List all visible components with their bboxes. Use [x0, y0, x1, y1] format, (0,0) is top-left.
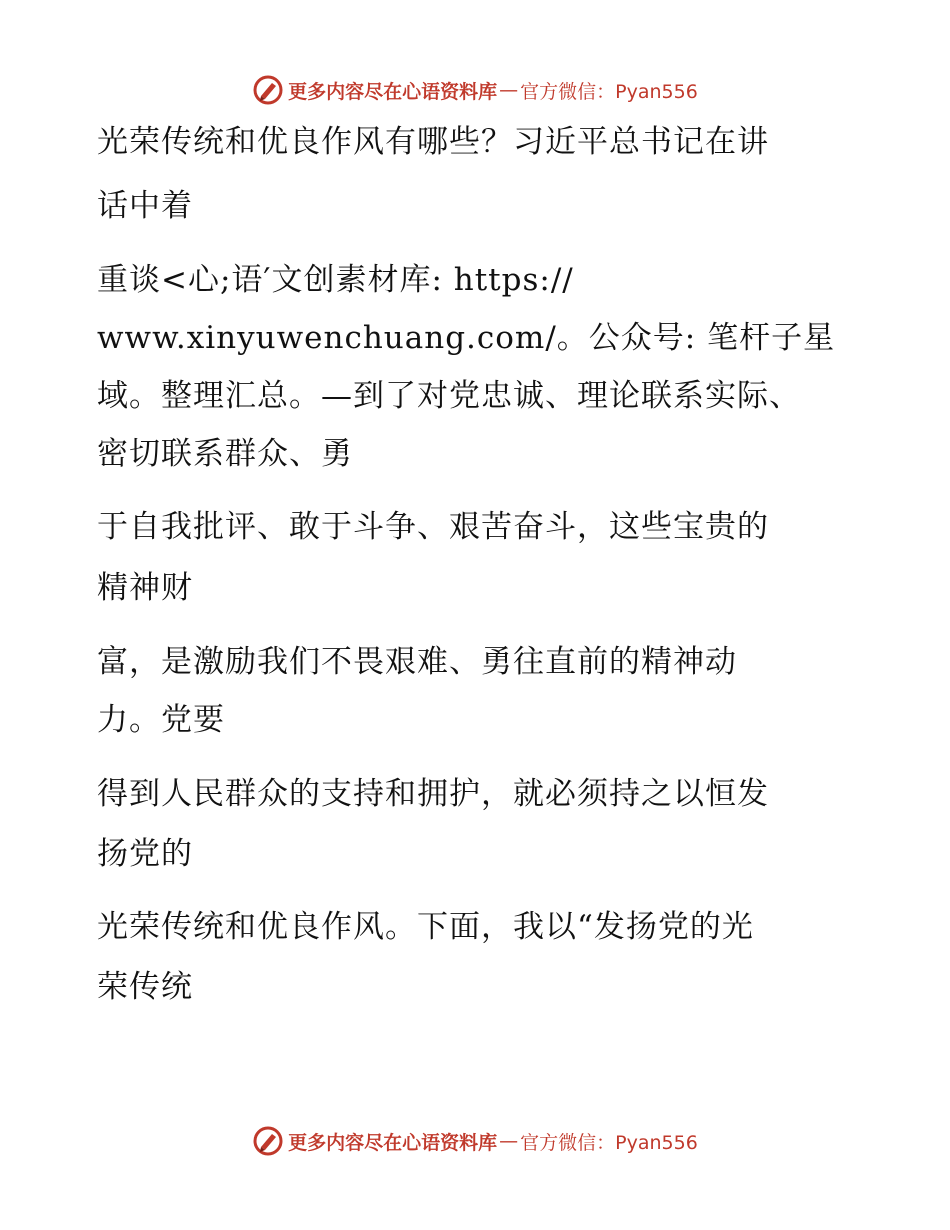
separator-dash: —	[499, 79, 519, 101]
separator-dash: —	[499, 1130, 519, 1152]
body-line: 密切联系群众、勇	[97, 436, 353, 472]
body-line: 话中着	[97, 188, 193, 224]
body-line: www.xinyuwenchuang.com/。公众号: 笔杆子星	[97, 320, 836, 356]
body-line: 力。党要	[97, 702, 225, 738]
wechat-label: 官方微信：Pyan556	[520, 80, 698, 103]
body-line: 重谈<心;语′文创素材库: https://	[97, 262, 574, 298]
pen-logo-icon	[252, 1125, 284, 1157]
site-label: 更多内容尽在心语资料库	[288, 80, 498, 103]
header-banner	[0, 70, 950, 110]
footer-banner	[0, 1121, 950, 1161]
site-label: 更多内容尽在心语资料库	[288, 1131, 498, 1154]
body-line: 于自我批评、敢于斗争、艰苦奋斗，这些宝贵的	[97, 509, 769, 545]
body-line: 光荣传统和优良作风有哪些？习近平总书记在讲	[97, 124, 769, 160]
body-line: 得到人民群众的支持和拥护，就必须持之以恒发	[97, 776, 769, 812]
body-line: 富，是激励我们不畏艰难、勇往直前的精神动	[97, 644, 737, 680]
body-line: 扬党的	[97, 836, 193, 872]
wechat-label: 官方微信：Pyan556	[520, 1131, 698, 1154]
body-line: 荣传统	[97, 969, 193, 1005]
body-line: 光荣传统和优良作风。下面，我以“发扬党的光	[97, 909, 754, 945]
body-line: 精神财	[97, 570, 193, 606]
body-line: 域。整理汇总。—到了对党忠诚、理论联系实际、	[97, 378, 801, 414]
pen-logo-icon	[252, 74, 284, 106]
